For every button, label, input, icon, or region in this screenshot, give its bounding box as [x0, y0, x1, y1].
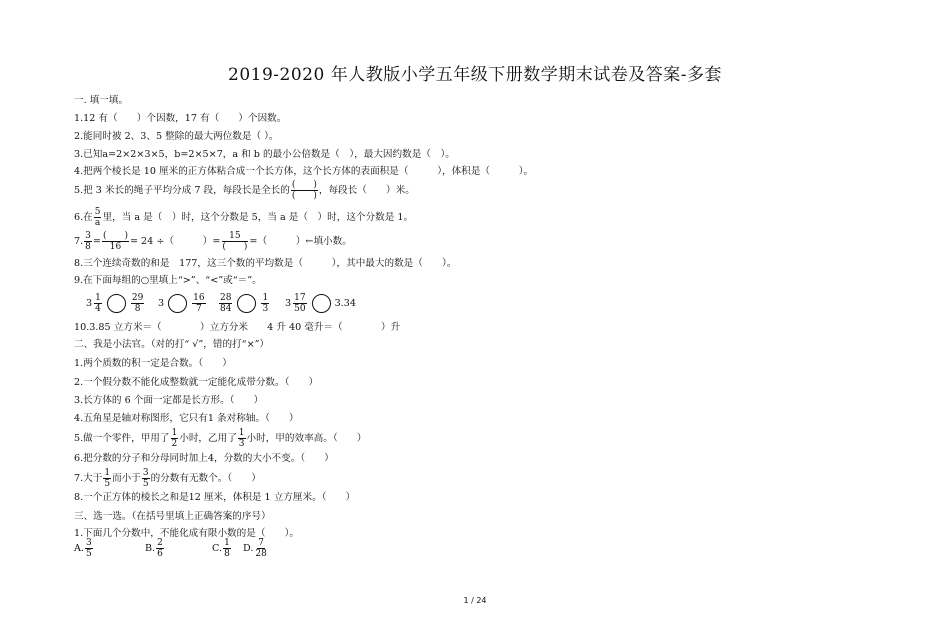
- j5-text-c: 小时，甲的效率高。（ ）: [246, 433, 367, 444]
- choice-c-fraction: [223, 538, 231, 559]
- cmp1-rn: 29: [131, 293, 144, 303]
- compare-circle-1[interactable]: [107, 294, 126, 313]
- q7-f2-den: 16: [109, 242, 122, 252]
- cmp3-rd: 3: [262, 304, 269, 314]
- judge-1: 1.两个质数的积一定是合数。（ ）: [74, 358, 232, 369]
- q6-fraction: [94, 207, 102, 228]
- compare-circle-2[interactable]: [168, 294, 187, 313]
- judge-6: 6.把分数的分子和分母同时加上4，分数的大小不变。（ ）: [74, 453, 334, 464]
- question-1-1: 1.12 有（ ）个因数，17 有（ ）个因数。: [74, 113, 287, 124]
- cmp4-right: 3.34: [334, 298, 356, 309]
- choice-b-fraction: [156, 538, 164, 559]
- question-1-4: 4.把两个棱长是 10 厘米的正方体粘合成一个长方体，这个长方体的表面积是（ ），体积是（ ）。: [74, 166, 534, 177]
- q6-text-b: 里，当 a 是（ ）时，这个分数是 5，当 a 是（ ）时，这个分数是 1。: [102, 212, 414, 223]
- judge-5: [74, 428, 366, 449]
- q6-frac-num: 5: [94, 207, 101, 217]
- j5-fraction-1: [171, 428, 179, 449]
- compare-circle-3[interactable]: [237, 294, 256, 313]
- choice-a[interactable]: [74, 538, 94, 559]
- j5-f2-den: 3: [238, 439, 245, 449]
- cmp3-left-fraction: [219, 293, 232, 314]
- cmp3-right-fraction: [261, 293, 269, 314]
- ca-num: 3: [85, 538, 92, 548]
- q5-fraction: [291, 180, 318, 201]
- cmp2-right-fraction: [192, 293, 205, 314]
- j7-text-b: 而小于: [112, 473, 141, 484]
- q7-f1-num: 3: [85, 231, 91, 241]
- j7-fraction-2: [142, 468, 150, 489]
- choice-a-fraction: [85, 538, 93, 559]
- q5-frac-num: ( ): [291, 180, 317, 190]
- q5-text-b: ，每段长（ ）米。: [318, 185, 415, 196]
- q6-frac-den: a: [94, 218, 101, 228]
- q7-eq: =: [92, 236, 101, 247]
- cc-den: 8: [224, 549, 230, 559]
- question-1-3: 3.已知a=2×2×3×5，b=2×5×7，a 和 b 的最小公倍数是（ ），最大因约数是（ ）。: [74, 149, 455, 160]
- choice-b-label: B.: [145, 543, 156, 554]
- cb-num: 2: [157, 538, 163, 548]
- choice-d-fraction: [254, 538, 267, 559]
- question-1-8: 8.三个连续奇数的和是 177，这三个数的平均数是（ ），其中最大的数是（ ）。: [74, 258, 457, 269]
- judge-8: 8.一个正方体的棱长之和是12 厘米，体积是 1 立方厘米。（ ）: [74, 492, 356, 503]
- cmp3-ln: 28: [220, 293, 232, 303]
- cd-num: 7: [258, 538, 264, 548]
- cmp1-ld: 4: [95, 304, 101, 314]
- cmp1-rd: 8: [134, 304, 141, 314]
- cmp4-int: 3: [285, 298, 292, 309]
- judge-2: 2.一个假分数不能化成整数就一定能化成带分数。（ ）: [74, 377, 319, 388]
- j7-text-c: 的分数有无数个。（ ）: [150, 473, 261, 484]
- question-1-10: 10.3.85 立方米＝（ ）立方分米 4 升 40 毫升＝（ ）升: [74, 322, 401, 333]
- cb-den: 6: [157, 549, 163, 559]
- question-1-7: [74, 231, 352, 252]
- q7-text-a: 7.: [74, 236, 84, 247]
- cmp4-ld: 50: [294, 304, 306, 314]
- cmp3-ld: 84: [220, 304, 232, 314]
- j7-f2-den: 5: [142, 479, 149, 489]
- j5-text-b: 小时，乙用了: [179, 433, 237, 444]
- j5-f2-num: 1: [238, 428, 245, 438]
- cmp2-rn: 16: [193, 293, 205, 303]
- compare-group-3: [218, 293, 270, 314]
- q7-f3-num: 15: [222, 231, 248, 242]
- q7-f3-den: ( ): [222, 242, 248, 252]
- section-3-heading: 三、选一选。（在括号里填上正确答案的序号）: [74, 511, 271, 522]
- section-1-heading: 一. 填一填。: [74, 95, 129, 106]
- j5-fraction-2: [238, 428, 246, 449]
- judge-7: [74, 468, 261, 489]
- choice-c-label: C.: [212, 543, 223, 554]
- choice-a-label: A.: [74, 543, 84, 554]
- page-title: 2019-2020 年人教版小学五年级下册数学期末试卷及答案-多套: [228, 65, 722, 85]
- j7-f1-num: 1: [104, 468, 111, 478]
- choice-d[interactable]: [243, 538, 269, 559]
- q6-text-a: 6.在: [74, 212, 93, 223]
- j7-f1-den: 5: [104, 479, 111, 489]
- choice-d-label: D.: [243, 543, 254, 554]
- cmp1-right-fraction: [131, 293, 144, 314]
- page-number: 1 / 24: [463, 596, 487, 605]
- q5-frac-den: ( ): [291, 191, 317, 201]
- choice-c[interactable]: [212, 538, 232, 559]
- j5-f1-num: 1: [171, 428, 178, 438]
- compare-circle-4[interactable]: [312, 294, 331, 313]
- q7-f1-den: 8: [85, 242, 91, 252]
- judge-3: 3.长方体的 6 个面一定都是长方形。（ ）: [74, 395, 264, 406]
- j5-text-a: 5.做一个零件，甲用了: [74, 433, 170, 444]
- compare-group-4: [285, 293, 356, 314]
- q7-text-c: =（ ）←填小数。: [249, 236, 352, 247]
- j7-fraction-1: [103, 468, 111, 489]
- j7-f2-num: 3: [142, 468, 149, 478]
- q7-fraction-1: [84, 231, 92, 252]
- choice-question-1: 1.下面几个分数中，不能化成有限小数的是（ ）。: [74, 528, 300, 539]
- question-1-9: 9.在下面每组的○里填上“>”、“<”或“＝”。: [74, 275, 262, 286]
- cmp1-left-fraction: [94, 293, 102, 314]
- compare-group-2: [158, 293, 207, 314]
- question-1-5: [74, 180, 415, 201]
- cmp1-int: 3: [86, 298, 93, 309]
- cmp4-ln: 17: [294, 293, 306, 303]
- cmp3-rn: 1: [262, 293, 269, 303]
- cmp4-left-fraction: [293, 293, 306, 314]
- cd-den: 28: [255, 549, 267, 559]
- judge-4: 4.五角星是轴对称图形，它只有1 条对称轴。（ ）: [74, 413, 299, 424]
- j7-text-a: 7.大于: [74, 473, 103, 484]
- q5-text-a: 5.把 3 米长的绳子平均分成 7 段，每段长是全长的: [74, 185, 290, 196]
- cmp2-rd: 7: [195, 304, 202, 314]
- question-1-6: [74, 207, 413, 228]
- q7-fraction-3: [221, 231, 248, 252]
- cmp2-left: 3: [158, 298, 165, 309]
- q7-text-b: = 24 ÷（ ）=: [129, 236, 221, 247]
- question-1-2: 2.能同时被 2、3、5 整除的最大两位数是（ ）。: [74, 131, 279, 142]
- cc-num: 1: [224, 538, 230, 548]
- choice-b[interactable]: [145, 538, 165, 559]
- q7-fraction-2: [102, 231, 129, 252]
- compare-group-1: [86, 293, 145, 314]
- cmp1-ln: 1: [95, 293, 101, 303]
- j5-f1-den: 2: [171, 439, 178, 449]
- section-2-heading: 二、我是小法官。（对的打“ √”，错的打“×”）: [74, 339, 270, 350]
- ca-den: 5: [85, 549, 92, 559]
- q7-f2-num: ( ): [102, 231, 128, 241]
